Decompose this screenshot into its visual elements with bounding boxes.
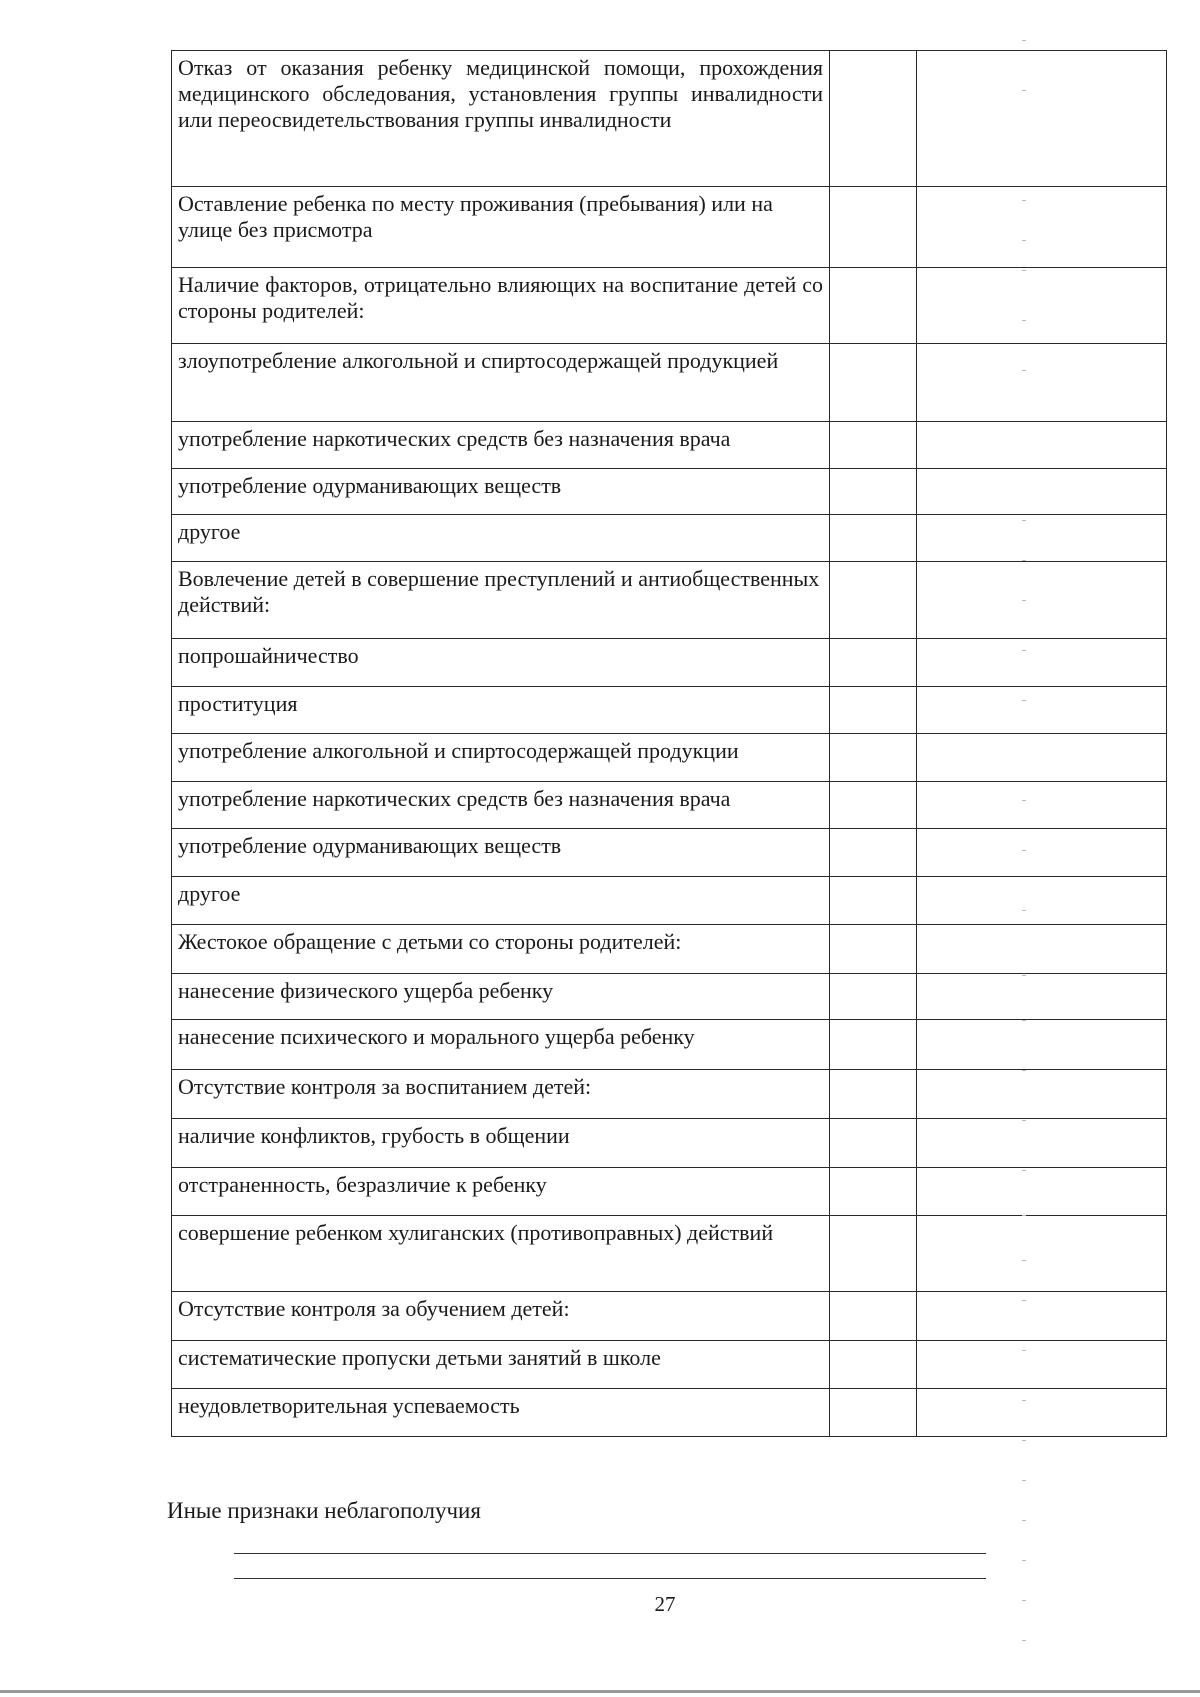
row-label: нанесение физического ущерба ребенку xyxy=(172,974,830,1020)
answer-cell-1[interactable] xyxy=(830,925,917,974)
answer-cell-2[interactable] xyxy=(917,1292,1167,1341)
scan-speck xyxy=(1022,910,1026,911)
scan-speck xyxy=(1022,40,1026,41)
row-label: употребление одурманивающих веществ xyxy=(172,469,830,515)
scan-speck xyxy=(1022,200,1026,201)
scan-speck xyxy=(1022,1600,1026,1601)
answer-cell-1[interactable] xyxy=(830,829,917,877)
answer-cell-2[interactable] xyxy=(917,1119,1167,1168)
answer-cell-1[interactable] xyxy=(830,639,917,687)
scan-speck xyxy=(1022,850,1026,851)
answer-cell-2[interactable] xyxy=(917,187,1167,268)
answer-cell-1[interactable] xyxy=(830,1341,917,1389)
answer-cell-2[interactable] xyxy=(917,562,1167,639)
scan-speck xyxy=(1022,1520,1026,1521)
row-label: систематические пропуски детьми занятий в школе xyxy=(172,1341,830,1389)
scan-speck xyxy=(1022,1560,1026,1561)
row-label: нанесение психического и морального ущерба ребенку xyxy=(172,1020,830,1070)
scan-speck xyxy=(1022,975,1026,976)
answer-cell-2[interactable] xyxy=(917,687,1167,734)
scan-speck xyxy=(1022,1300,1026,1301)
row-label: употребление алкогольной и спиртосодержащей продукции xyxy=(172,734,830,782)
answer-cell-1[interactable] xyxy=(830,187,917,268)
scan-speck xyxy=(1022,1170,1026,1171)
answer-cell-2[interactable] xyxy=(917,1341,1167,1389)
row-label: Отсутствие контроля за обучением детей: xyxy=(172,1292,830,1341)
answer-cell-2[interactable] xyxy=(917,639,1167,687)
answer-cell-2[interactable] xyxy=(917,1020,1167,1070)
answer-cell-1[interactable] xyxy=(830,782,917,829)
answer-cell-2[interactable] xyxy=(917,344,1167,422)
answer-cell-1[interactable] xyxy=(830,344,917,422)
answer-cell-2[interactable] xyxy=(917,974,1167,1020)
fill-in-line xyxy=(234,1578,986,1579)
row-label: другое xyxy=(172,515,830,562)
scan-edge xyxy=(0,1690,1200,1693)
scan-speck xyxy=(1022,90,1026,91)
answer-cell-1[interactable] xyxy=(830,1119,917,1168)
answer-cell-1[interactable] xyxy=(830,268,917,344)
answer-cell-1[interactable] xyxy=(830,1216,917,1292)
scan-speck xyxy=(1022,1120,1026,1121)
row-label: употребление наркотических средств без назначения врача xyxy=(172,782,830,829)
scan-speck xyxy=(1022,560,1026,561)
scan-speck xyxy=(1022,1260,1026,1261)
row-label: Жестокое обращение с детьми со стороны родителей: xyxy=(172,925,830,974)
answer-cell-1[interactable] xyxy=(830,562,917,639)
answer-cell-1[interactable] xyxy=(830,515,917,562)
scan-speck xyxy=(1022,1400,1026,1401)
page-number: 27 xyxy=(654,1592,676,1616)
other-signs-label: Иные признаки неблагополучия xyxy=(167,1498,481,1523)
answer-cell-2[interactable] xyxy=(917,51,1167,187)
row-label: Наличие факторов, отрицательно влияющих на воспитание детей со стороны родителей: xyxy=(172,268,830,344)
row-label: совершение ребенком хулиганских (противоправных) действий xyxy=(172,1216,830,1292)
row-label: злоупотребление алкогольной и спиртосодержащей продукцией xyxy=(172,344,830,422)
row-label: Отсутствие контроля за воспитанием детей: xyxy=(172,1070,830,1119)
row-label: наличие конфликтов, грубость в общении xyxy=(172,1119,830,1168)
scan-speck xyxy=(1022,1480,1026,1481)
fill-in-line xyxy=(234,1553,986,1554)
answer-cell-2[interactable] xyxy=(917,515,1167,562)
answer-cell-2[interactable] xyxy=(917,1389,1167,1437)
row-label: неудовлетворительная успеваемость xyxy=(172,1389,830,1437)
scan-artifacts xyxy=(1018,0,1030,1697)
answer-cell-2[interactable] xyxy=(917,469,1167,515)
scan-speck xyxy=(1022,1640,1026,1641)
answer-cell-1[interactable] xyxy=(830,734,917,782)
answer-cell-2[interactable] xyxy=(917,422,1167,469)
answer-cell-1[interactable] xyxy=(830,877,917,925)
answer-cell-2[interactable] xyxy=(917,1070,1167,1119)
scan-speck xyxy=(1022,600,1026,601)
answer-cell-1[interactable] xyxy=(830,1168,917,1216)
scan-speck xyxy=(1022,800,1026,801)
scan-speck xyxy=(1022,650,1026,651)
answer-cell-2[interactable] xyxy=(917,829,1167,877)
answer-cell-1[interactable] xyxy=(830,1292,917,1341)
answer-cell-2[interactable] xyxy=(917,268,1167,344)
scan-speck xyxy=(1022,1215,1026,1216)
answer-cell-2[interactable] xyxy=(917,782,1167,829)
scan-speck xyxy=(1022,1440,1026,1441)
answer-cell-1[interactable] xyxy=(830,422,917,469)
scan-speck xyxy=(1022,520,1026,521)
row-label: попрошайничество xyxy=(172,639,830,687)
row-label: проституция xyxy=(172,687,830,734)
scan-speck xyxy=(1022,1020,1026,1021)
row-label: употребление наркотических средств без назначения врача xyxy=(172,422,830,469)
answer-cell-1[interactable] xyxy=(830,687,917,734)
scan-speck xyxy=(1022,320,1026,321)
answer-cell-1[interactable] xyxy=(830,1020,917,1070)
answer-cell-1[interactable] xyxy=(830,1389,917,1437)
scan-speck xyxy=(1022,370,1026,371)
row-label: Отказ от оказания ребенку медицинской помощи, прохождения медицинского обследования, установления группы инвалидности или переосвидетельствования группы инвалидности xyxy=(172,51,830,187)
answer-cell-2[interactable] xyxy=(917,1216,1167,1292)
answer-cell-1[interactable] xyxy=(830,974,917,1020)
answer-cell-1[interactable] xyxy=(830,469,917,515)
answer-cell-2[interactable] xyxy=(917,1168,1167,1216)
scan-speck xyxy=(1022,270,1026,271)
row-label: Вовлечение детей в совершение преступлений и антиобщественных действий: xyxy=(172,562,830,639)
row-label: отстраненность, безразличие к ребенку xyxy=(172,1168,830,1216)
row-label: употребление одурманивающих веществ xyxy=(172,829,830,877)
row-label: другое xyxy=(172,877,830,925)
answer-cell-1[interactable] xyxy=(830,1070,917,1119)
answer-cell-2[interactable] xyxy=(917,734,1167,782)
scan-speck xyxy=(1022,1350,1026,1351)
scan-speck xyxy=(1022,700,1026,701)
scan-speck xyxy=(1022,1070,1026,1071)
answer-cell-2[interactable] xyxy=(917,925,1167,974)
answer-cell-2[interactable] xyxy=(917,877,1167,925)
scan-speck xyxy=(1022,240,1026,241)
row-label: Оставление ребенка по месту проживания (пребывания) или на улице без присмотра xyxy=(172,187,830,268)
answer-cell-1[interactable] xyxy=(830,51,917,187)
